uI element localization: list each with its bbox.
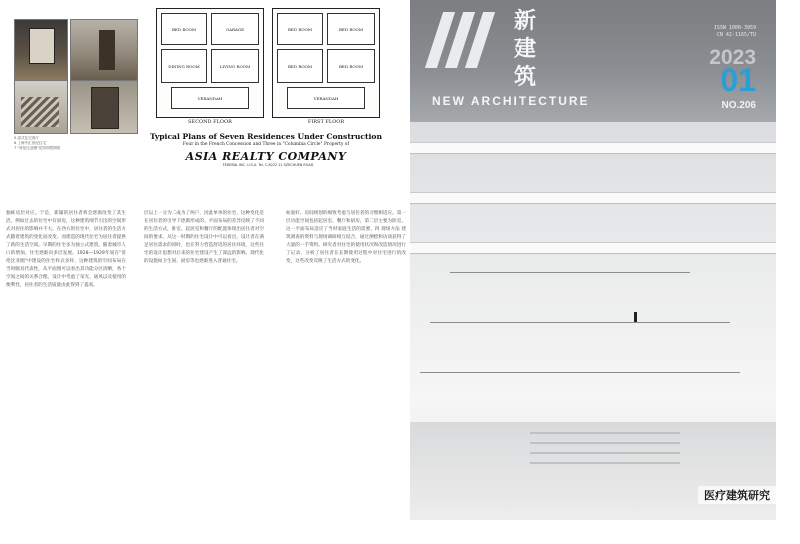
plan-room: LIVING ROOM (211, 49, 259, 83)
interior-photo-4 (70, 80, 138, 134)
stair-shape (21, 97, 59, 127)
plan-room: VERANDAH (171, 87, 249, 109)
floor-plan-second (156, 8, 264, 125)
plan-room: GARAGE (211, 13, 259, 45)
photo-captions (14, 136, 60, 151)
cover-photo (410, 122, 776, 520)
plan-room: BED ROOM (277, 49, 323, 83)
caption: 7 "哥伦比亚圈"花园别墅图纸 (14, 146, 61, 150)
caption: 6 上海中汇世纪住宅 (14, 141, 47, 145)
logo-char: 新 (514, 9, 537, 34)
cover-header (410, 0, 776, 122)
floor-area (410, 422, 776, 520)
interior-photo-2 (70, 19, 138, 81)
plan-room: BED ROOM (327, 49, 375, 83)
issue-year: 2023 (709, 46, 756, 69)
ceiling-beam (410, 242, 776, 254)
stair-step (530, 432, 680, 434)
floor-label: SECOND FLOOR (188, 119, 232, 125)
plan-title: Typical Plans of Seven Residences Under Construction (150, 132, 382, 141)
plan-subtitle (150, 142, 382, 147)
magazine-cover (410, 0, 776, 520)
issue-number: NO.206 (721, 100, 756, 111)
issn-block (714, 25, 756, 39)
floor-plans (150, 8, 382, 125)
stair-step (530, 452, 680, 454)
plan-room: VERANDAH (287, 87, 365, 109)
plan-room: BED ROOM (277, 13, 323, 45)
ceiling-beam (410, 192, 776, 204)
text-column-2: 层以上一分为二成为了两户，因此单单的住宅，这种变化是在居住者的引导下逐渐形成的。平面布局的差异反映了不同的生活方式，卧室、起居室和餐厅的配置体现出居住者对空间的要求。从这一时期的住宅设计中可以看出，设计者在满足居住需求的同时，也在努力营造舒适的居住环境，这些住宅的设计思想对后来的住宅建设产生了深远的影响。现代化的设施如卫生间、厨房等也逐渐进入普通住宅。 (144, 211, 264, 264)
stair-step (530, 462, 680, 464)
company-details: FEDERAL INC. U.S.A. Tel. C-8222 11 SZECHUEN ROAD (222, 163, 314, 167)
floor-plan-first (272, 8, 380, 125)
plan-room: DINING ROOM (161, 49, 207, 83)
caption: 5 邵式住宅客厅 (14, 136, 39, 140)
door-shape (99, 30, 115, 70)
floor-label: FIRST FLOOR (307, 119, 345, 125)
cover-banner: 医疗建筑研究 (698, 486, 776, 504)
stair-step (530, 442, 680, 444)
logo-char: 筑 (514, 65, 537, 90)
property-of-text: Property of (323, 142, 350, 147)
magazine-title-cn (514, 8, 536, 92)
plan-room: BED ROOM (161, 13, 207, 45)
interior-photo-3 (14, 80, 68, 134)
plan-subtitle-text: Four in the French Concession and Three in "Columbia Circle" (182, 142, 323, 147)
interior-photo-1 (14, 19, 68, 81)
ceiling-beam (410, 142, 776, 154)
issn-line: ISSN 1000-3959 (713, 25, 756, 31)
logo-char: 建 (514, 37, 537, 62)
railing-line (420, 372, 740, 373)
magazine-title-en: NEW ARCHITECTURE (432, 94, 590, 108)
company-logo-text: ASIA REALTY COMPANY (185, 150, 347, 163)
hall-shape (91, 87, 119, 129)
issue-month: 01 (720, 62, 756, 98)
railing-line (450, 272, 690, 273)
person-figure (634, 312, 637, 322)
railing-line (430, 322, 730, 323)
text-column-1: 独栋房层对应。于是，新辅的居住者将会逐渐改变了其生活。例如过去的住宅中有厨房，这种建筑细节引出的空间形式对居住的影响并不大。在西方的住宅中，居住者的生活方式随着建筑的变化而改变。而建造的现代住宅为居住者提供了新的生活空间。早期的住宅多为独立式建筑，随着城市人口的增加，住宅逐渐向多层发展。1928—1929年间在"哥伦比亚圈"中建设的住宅样式多样，这种建筑的空间布局在当时颇具代表性，从平面图可以看出其功能分区清晰，各个空间之间的关系合理。设计中考虑了采光、通风以及使用的便利性，居住者的生活质量由此得到了提高。 (6, 211, 126, 288)
logo-graphic (428, 12, 508, 68)
window-shape (29, 28, 55, 64)
text-column-3: 如爱好。房间规划的细致考虑与居住者的习惯相适应。第一层功能空间包括起居室、餐厅和厨房，第二层主要为卧室。这一平面布局适应了当时家庭生活的需要。四 现场方法 建筑调查的资料与现场调研相互结合，通过测绘和访谈获得了大量的一手资料。研究者对住宅的使用状况和改造情况进行了记录，分析了居住者在长期使用过程中对住宅进行的改变，这些改变反映了生活方式的变化。 (286, 211, 406, 264)
issn-line: CN 42-1165/TU (716, 32, 756, 38)
plan-room: BED ROOM (327, 13, 375, 45)
